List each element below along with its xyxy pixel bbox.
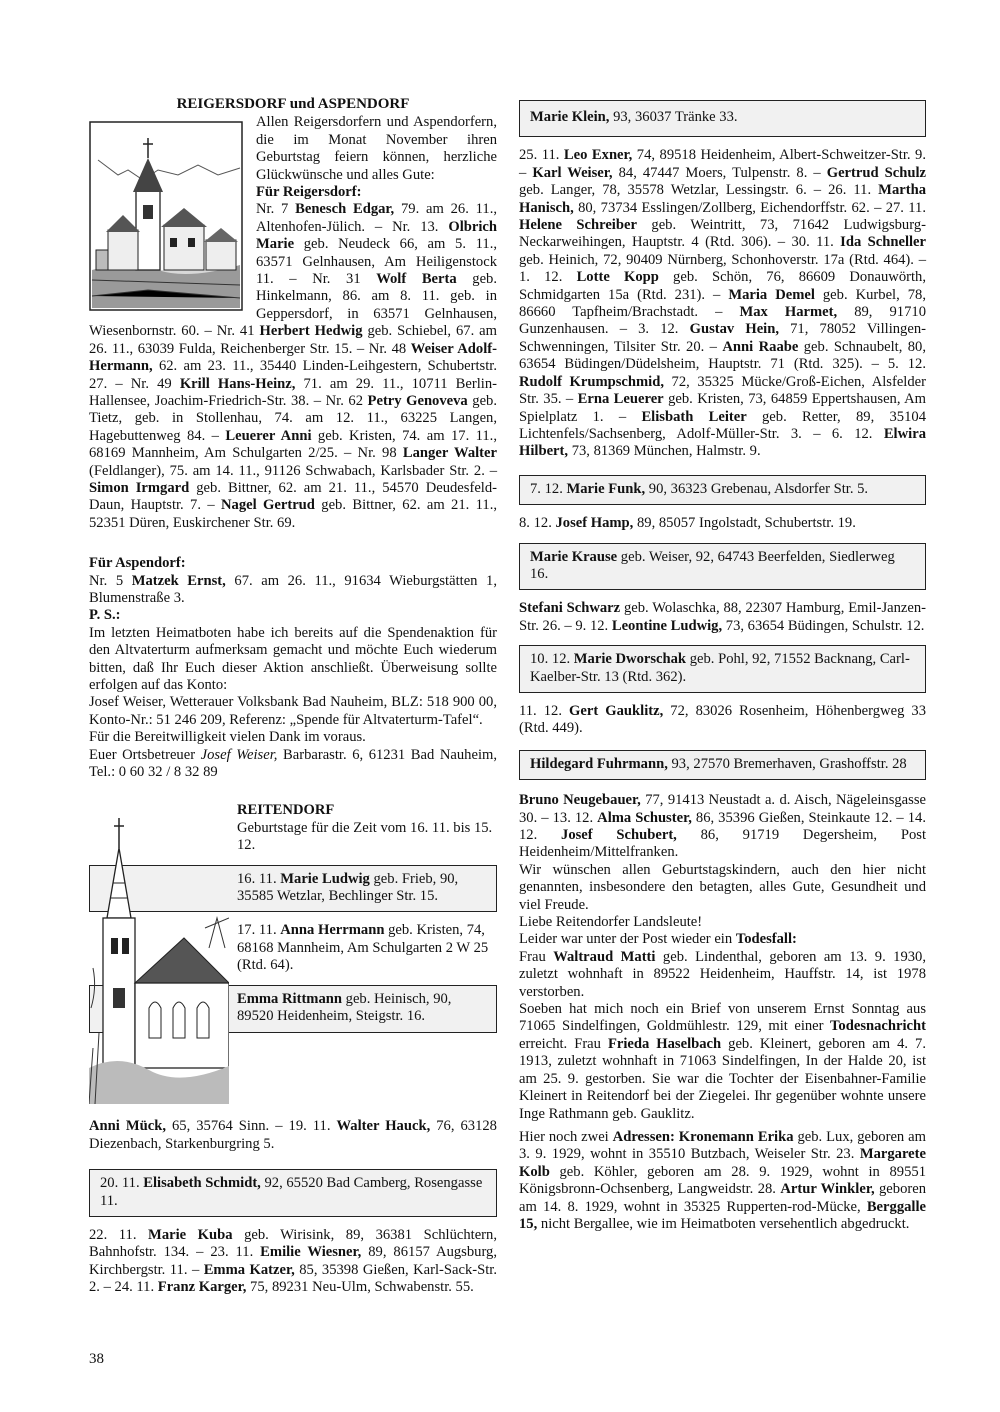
birthdays-muck-hauck: Anni Mück, 65, 35764 Sinn. – 19. 11. Walter Hauck, 76, 63128 Diezenbach, Starkenburgring 5. bbox=[89, 1118, 497, 1152]
village-illustration-reigersdorf bbox=[88, 120, 248, 316]
ps-label: P. S.: bbox=[89, 607, 121, 624]
village-illustration-reitendorf bbox=[89, 808, 237, 1108]
birthdays-kuba-karger: 22. 11. Marie Kuba geb. Wirisink, 89, 36381 Schlüchtern, Bahnhofstr. 134. – 23. 11. Emilie Wiesner, 89, 86157 Augsburg, Kirchbergstr. 11. – Emma Katzer, 85, 35398 Gießen, Karl-Sack-Str. 2. – 24. 11. Franz Karger, 75, 89231 Neu-Ulm, Schwabenstr. 55. bbox=[89, 1227, 497, 1296]
aspendorf-birthdays: Nr. 5 Matzek Ernst, 67. am 26. 11., 91634 Wieburgstätten 1, Blumenstraße 3. bbox=[89, 572, 498, 606]
page-number: 38 bbox=[89, 1351, 104, 1367]
death-notice-intro: Leider war unter der Post wieder ein Todesfall: bbox=[519, 931, 797, 948]
birthdays-neugebauer-schubert: Bruno Neugebauer, 77, 91413 Neustadt a. d. Aisch, Nägeleinsgasse 30. – 13. 12. Alma Schuster, 86, 35396 Gießen, Steinkaute 12. – 14. 12. Josef Schubert, 86, 91719 Degersheim, Post Heidenheim/Mittelfranken. bbox=[519, 792, 927, 861]
ps-text: Im letzten Heimatboten habe ich bereits auf die Spendenaktion für den Altvaterturm aufmerksam gemacht und möchte Euch wiederum bitten, daß Ihr Euch dieser Aktion anschließt. Überweisung sollte erfolgen auf das Konto: bbox=[89, 624, 497, 693]
section-heading-reitendorf: REITENDORF bbox=[237, 802, 335, 819]
address-corrections: Hier noch zwei Adressen: Kronemann Erika geb. Lux, geboren am 3. 9. 1929, wohnt in 35510 Butzbach, Weiseler Str. 23. Margarete Kolb geb. Köhler, geboren am 28. 9. 1929, wohnt in 89551 Königsbronn-Ochsenberg, Langweidstr. 28. Artur Winkler, geboren am 14. 8. 1929, wohnt in 35325 Rupperten-rod-Mücke, Berggalle 15, nicht Bergallee, wie im Heimatboten versehentlich abgedruckt. bbox=[519, 1128, 926, 1232]
highlight-box-elisabeth-schmidt: 20. 11. Elisabeth Schmidt, 92, 65520 Bad Camberg, Rosengasse 11. bbox=[89, 1169, 497, 1217]
birthdays-exner-hilbert: 25. 11. Leo Exner, 74, 89518 Heidenheim, Albert-Schweitzer-Str. 9. – Karl Weiser, 84, 47447 Moers, Tulpenstr. 8. – Gertrud Schulz geb. Langer, 78, 35578 Wetzlar, Lessingstr. 6. – 26. 11. Martha Hanisch, 80, 73734 Esslingen/Zollberg, Eichendorffstr. 62. – 27. 11. Helene Schreiber geb. Weintritt, 73, 71642 Ludwigsburg-Neckarweihingen, Hauptstr. 4 (Rtd. 306). – 30. 11. Ida Schneller geb. Heinich, 72, 90409 Nürnberg, Schonhoverstr. 17a (Rtd. 464). – 1. 12. Lotte Kopp geb. Schön, 76, 86609 Donauwörth, Schmidgarten 15a (Rtd. 231). – Maria Demel geb. Kurbel, 78, 86660 Tapfheim/Brachstadt. – Max Harmet, 89, 91710 Gunzenhausen. – 3. 12. Gustav Hein, 71, 78052 Villingen-Schwenningen, Tilsiter Str. 20. – Anni Raabe geb. Schnaubelt, 80, 63654 Büdingen/Düdelsheim, Hauptstr. 71 (Rtd. 325). – 5. 12. Rudolf Krumpschmid, 72, 35325 Mücke/Groß-Eichen, Alsfelder Str. 35. – Erna Leuerer geb. Kristen, 73, 64859 Eppertshausen, Am Spielplatz 1. – Elisbath Leiter geb. Retter, 89, 35104 Lichtenfels/Sachsenberg, Adolf-Müller-Str. 3. – 6. 12. Elwira Hilbert, 73, 81369 München, Halmstr. 9. bbox=[519, 147, 927, 460]
highlight-box-marie-klein: Marie Klein, 93, 36037 Tränke 33. bbox=[519, 100, 926, 137]
bank-account-text: Josef Weiser, Wetterauer Volksbank Bad Nauheim, BLZ: 518 900 00, Konto-Nr.: 51 246 209, Referenz: „Spende für Altvaterturm-Tafel“. bbox=[89, 694, 497, 728]
death-notice-haselbach: Soeben hat mich noch ein Brief von unserem Ernst Sonntag aus 71065 Sindelfingen, Goldmühlestr. 129, mit einer Todesnachricht erreicht. Frau Frieda Haselbach geb. Kleinert, geboren am 4. 7. 1913, zuletzt wohnhaft in 71063 Sindelfingen, In der Halde 20, ist am 25. 9. gestorben. Sie war die Tochter der Eisenbahner-Familie Kleinert in Reitendorf bei der Ziegelei. Ihr gegenüber wohnte unsere Inge Rathmann geb. Gauklitz. bbox=[519, 1001, 927, 1122]
reigersdorf-church-drawing bbox=[88, 120, 244, 312]
highlight-box-emma-rittmann: Emma Rittmann geb. Heinisch, 90, 89520 Heidenheim, Steigstr. 16. bbox=[89, 985, 497, 1033]
reitendorf-church-drawing bbox=[89, 808, 229, 1104]
highlight-box-marie-krause: Marie Krause geb. Weiser, 92, 64743 Beerfelden, Siedlerweg 16. bbox=[519, 543, 926, 591]
birthday-gert-gauklitz: 11. 12. Gert Gauklitz, 72, 83026 Rosenheim, Höhenbergweg 33 (Rtd. 449). bbox=[519, 702, 927, 737]
highlight-box-marie-dworschak: 10. 12. Marie Dworschak geb. Pohl, 92, 71552 Backnang, Carl-Kaelber-Str. 13 (Rtd. 362). bbox=[519, 645, 926, 693]
birthday-josef-hamp: 8. 12. Josef Hamp, 89, 85057 Ingolstadt, Schubertstr. 19. bbox=[519, 515, 856, 532]
highlight-box-hildegard-fuhrmann: Hildegard Fuhrmann, 93, 27570 Bremerhaven, Grashoffstr. 28 bbox=[519, 750, 926, 780]
highlight-box-marie-funk: 7. 12. Marie Funk, 90, 36323 Grebenau, Alsdorfer Str. 5. bbox=[519, 475, 926, 505]
section-heading-reigersdorf: REIGERSDORF und ASPENDORF bbox=[176, 96, 410, 112]
thanks-text: Für die Bereitwilligkeit vielen Dank im voraus. bbox=[89, 729, 366, 746]
reitendorf-intro: Geburtstage für die Zeit vom 16. 11. bis 15. 12. bbox=[237, 819, 493, 854]
subheading-aspendorf: Für Aspendorf: bbox=[89, 555, 186, 572]
birthday-anna-herrmann: 17. 11. Anna Herrmann geb. Kristen, 74, 68168 Mannheim, Am Schulgarten 2 W 25 (Rtd. 64). bbox=[237, 922, 489, 974]
reigersdorf-birthdays: Nr. 7 Benesch Edgar, 79. am 26. 11., Altenhofen-Jülich. – Nr. 13. Olbrich Marie geb. Neudeck 66, am 5. 11., 63571 Gelnhausen, Am Heiligenstock 11. – Nr. 31 Wolf Berta geb. Hinkelmann, 86. am 8. 11. geb. in Geppersdorf, in 63571 Gelnhausen, Wiesenbornstr. 60. – Nr. 41 Herbert Hedwig geb. Schiebel, 67. am 26. 11., 63039 Fulda, Reichenberger Str. 15. – Nr. 48 Weiser Adolf-Hermann, 62. am 23. 11., 35440 Linden-Leihgestern, Schubertstr. 27. – Nr. 49 Krill Hans-Heinz, 71. am 29. 11., 10711 Berlin-Hallensee, Joachim-Friedrich-Str. 38. – Nr. 62 Petry Genoveva geb. Tietz, geb. in Stollenhau, 74. am 12. 11., 63225 Langen, Hagebuttenweg 84. – Leuerer Anni geb. Kristen, 74. am 17. 11., 68169 Mannheim, Am Schulgarten 2/25. – Nr. 98 Langer Walter (Feldlanger), 75. am 14. 11., 91126 Schwabach, Karlsbader Str. 2. – Simon Irmgard geb. Bittner, 62. am 21. 11., 54570 Deudesfeld-Daun, Hauptstr. 7. – Nagel Gertrud geb. Bittner, 62. am 21. 11., 52351 Düren, Euskirchener Str. 69. bbox=[89, 201, 498, 531]
right-column bbox=[519, 96, 926, 1233]
left-column bbox=[89, 96, 497, 1297]
highlight-box-marie-ludwig: 16. 11. Marie Ludwig geb. Frieb, 90, 35585 Wetzlar, Bechlinger Str. 15. bbox=[89, 865, 497, 913]
subheading-reigersdorf: Für Reigersdorf: bbox=[256, 184, 362, 201]
signature-text: Euer Ortsbetreuer Josef Weiser, Barbarastr. 6, 61231 Bad Nauheim, Tel.: 0 60 32 / 8 32 89 bbox=[89, 746, 497, 781]
intro-text: Allen Reigersdorfern und Aspendorfern, die im Monat November ihren Geburtstag feiern können, herzliche Glückwünsche und alles Gute: bbox=[256, 114, 497, 183]
death-notice-matti: Frau Waltraud Matti geb. Lindenthal, geboren am 13. 9. 1930, zuletzt wohnhaft in 89522 Heidenheim, Hauffstr. 14, ist 1978 verstorben. bbox=[519, 948, 926, 1000]
greeting-text: Liebe Reitendorfer Landsleute! bbox=[519, 914, 703, 931]
wishes-text: Wir wünschen allen Geburtstagskindern, auch den hier nicht genannten, insbesondere den betagten, alles Gute, Gesundheit und viel Freude. bbox=[519, 861, 926, 913]
birthdays-schwarz-ludwig: Stefani Schwarz geb. Wolaschka, 88, 22307 Hamburg, Emil-Janzen-Str. 26. – 9. 12. Leontine Ludwig, 73, 63654 Büdingen, Schulstr. 12. bbox=[519, 600, 927, 634]
